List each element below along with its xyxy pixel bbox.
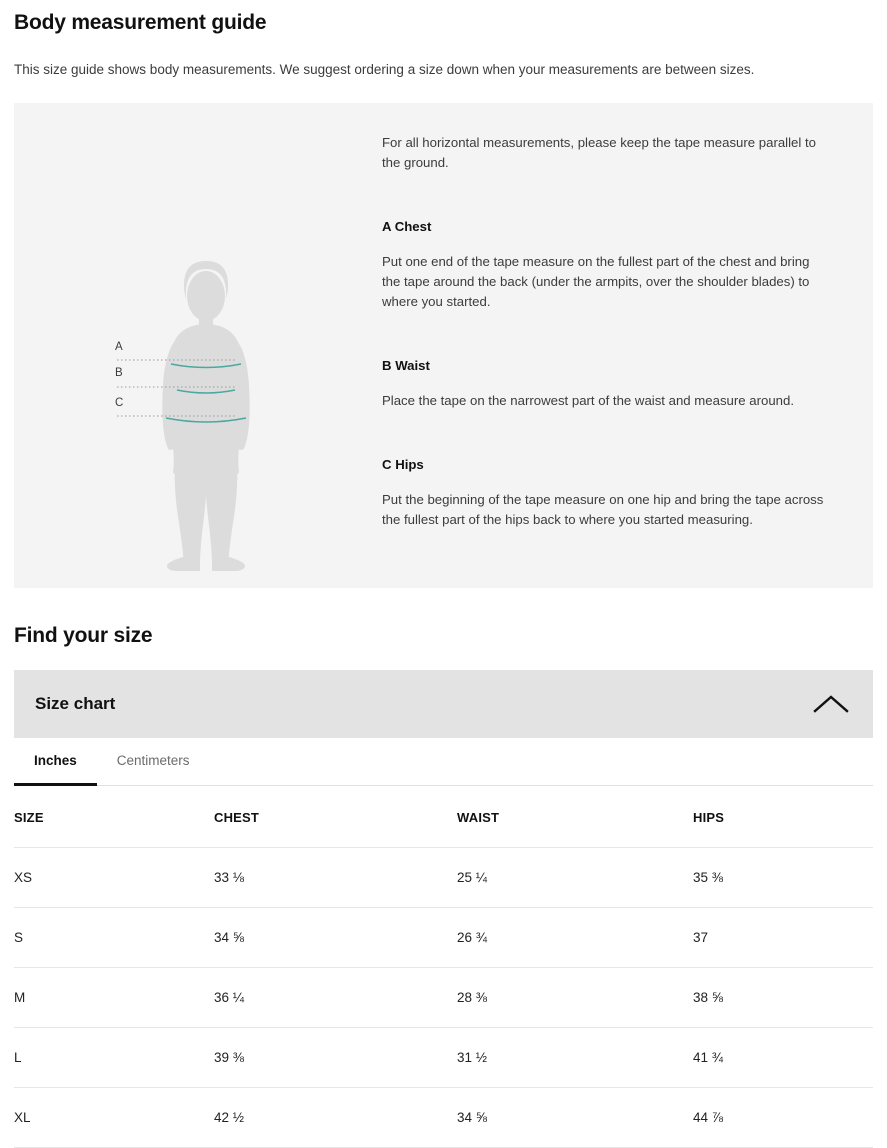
cell-chest: 34 ⅝ (214, 908, 457, 968)
column-header-size: SIZE (14, 786, 214, 848)
cell-size: S (14, 908, 214, 968)
column-header-waist: WAIST (457, 786, 693, 848)
figure-label-c: C (115, 397, 124, 409)
female-body-silhouette-icon (14, 131, 382, 571)
figure-label-a: A (115, 341, 123, 353)
table-row (14, 1028, 873, 1088)
cell-chest: 33 ⅛ (214, 848, 457, 908)
cell-hips: 37 (693, 908, 873, 968)
cell-hips: 44 ⅞ (693, 1088, 873, 1148)
cell-waist: 28 ⅜ (457, 968, 693, 1028)
measurement-title-hips: C Hips (382, 457, 424, 472)
cell-waist: 25 ¼ (457, 848, 693, 908)
size-chart-table (14, 786, 873, 1148)
measurement-desc-chest: Put one end of the tape measure on the fullest part of the chest and bring the tape around the back (under the armpits, over the shoulder blades) to where you started. (382, 254, 810, 309)
measurement-instructions (382, 103, 873, 588)
tab-centimeters-label: Centimeters (116, 753, 190, 768)
find-your-size-title: Find your size (14, 624, 153, 647)
figure-label-b: B (115, 367, 123, 379)
table-row (14, 908, 873, 968)
measurement-title-chest: A Chest (382, 219, 432, 234)
page-intro: This size guide shows body measurements. We suggest ordering a size down when your measurements are between sizes. (14, 62, 755, 77)
body-measurement-panel (14, 103, 873, 588)
cell-hips: 41 ¾ (693, 1028, 873, 1088)
measurement-title-waist: B Waist (382, 358, 430, 373)
measurement-desc-waist: Place the tape on the narrowest part of the waist and measure around. (382, 393, 794, 408)
size-chart-accordion-header[interactable] (14, 670, 873, 738)
units-tabs (14, 738, 873, 786)
measurement-block-waist (382, 358, 831, 411)
cell-size: L (14, 1028, 214, 1088)
cell-chest: 42 ½ (214, 1088, 457, 1148)
cell-size: XS (14, 848, 214, 908)
measurement-desc-hips: Put the beginning of the tape measure on one hip and bring the tape across the fullest part of the hips back to where you started measuring. (382, 492, 824, 527)
size-guide-page (0, 10, 887, 1148)
cell-waist: 26 ¾ (457, 908, 693, 968)
cell-hips: 35 ⅜ (693, 848, 873, 908)
column-header-hips: HIPS (693, 786, 873, 848)
cell-chest: 39 ⅜ (214, 1028, 457, 1088)
cell-chest: 36 ¼ (214, 968, 457, 1028)
body-figure (14, 131, 382, 571)
tab-inches[interactable] (14, 738, 97, 786)
tab-centimeters[interactable] (97, 738, 210, 786)
chevron-up-icon[interactable] (811, 690, 851, 718)
table-row (14, 848, 873, 908)
cell-size: M (14, 968, 214, 1028)
measurement-lead-text: For all horizontal measurements, please keep the tape measure parallel to the ground. (382, 135, 816, 170)
cell-waist: 31 ½ (457, 1028, 693, 1088)
measurement-block-chest (382, 219, 831, 312)
cell-waist: 34 ⅝ (457, 1088, 693, 1148)
tab-inches-label: Inches (34, 753, 77, 768)
cell-size: XL (14, 1088, 214, 1148)
column-header-chest: CHEST (214, 786, 457, 848)
table-row (14, 968, 873, 1028)
table-row (14, 1088, 873, 1148)
figure-column (14, 103, 382, 588)
table-header-row (14, 786, 873, 848)
page-title: Body measurement guide (14, 11, 267, 34)
size-chart-accordion-label: Size chart (35, 694, 116, 713)
measurement-block-hips (382, 457, 831, 530)
cell-hips: 38 ⅝ (693, 968, 873, 1028)
